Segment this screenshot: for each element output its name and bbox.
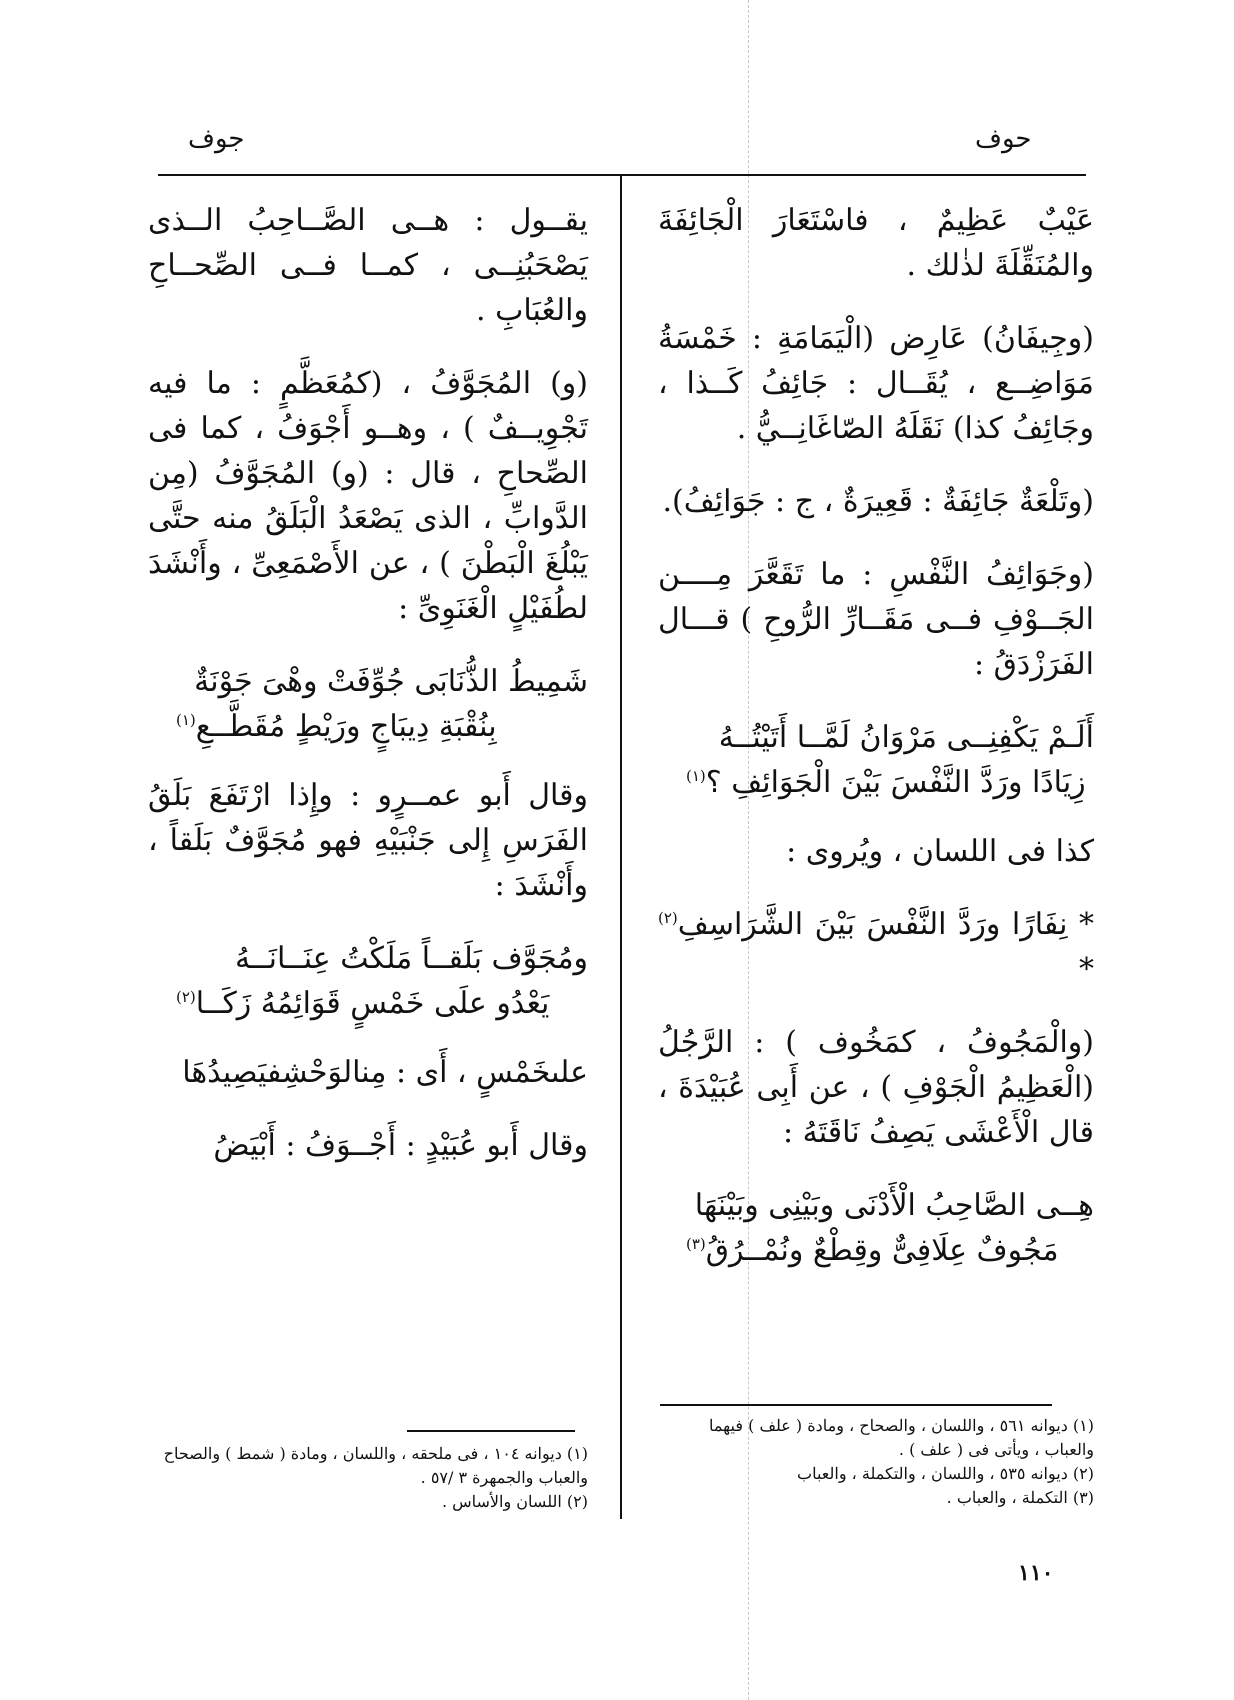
footnote-rule-left xyxy=(407,1430,575,1432)
verse-hemistich-2 xyxy=(658,1228,1094,1273)
left-column xyxy=(148,198,588,1196)
left-para-1: يقــول : هــى الصَّــاحِبُ الــذى يَصْحَبُنِــى ، كمــا فــى الصِّحــاحِ والعُبَابِ . xyxy=(148,203,588,328)
header-right-word: حوف xyxy=(975,124,1032,154)
right-verse-1 xyxy=(658,715,1094,805)
footnote-ref: (٢) xyxy=(658,909,678,927)
verse-hemistich-2 xyxy=(658,760,1094,805)
footnote-rule-right xyxy=(660,1404,1052,1406)
right-verse-2 xyxy=(658,902,1094,992)
verse-text: بِنُقْبَةِ دِيبَاجٍ ورَيْطٍ مُقَطَّــعِ xyxy=(195,709,497,744)
right-column xyxy=(658,198,1094,1297)
footnote-item: (٣) التكملة ، والعباب . xyxy=(946,1488,1094,1507)
verse-hemistich-1: شَمِيطُ الذُّنَابَى جُوِّفَتْ وهْىَ جَوْنَةٌ xyxy=(194,664,588,699)
footnote-ref: (١) xyxy=(176,711,196,729)
left-para-4: علىخَمْسٍ ، أَى : مِنالوَحْشِفيَصِيدُهَا xyxy=(182,1055,588,1090)
footnotes-right xyxy=(664,1414,1094,1510)
verse-text: زِيَادًا ورَدَّ النَّفْسَ بَيْنَ الْجَوَائِفِ ؟ xyxy=(705,765,1086,800)
footnote-ref: (١) xyxy=(686,767,706,785)
page-number: ١١٠ xyxy=(1018,1560,1054,1586)
footnote-ref: (٢) xyxy=(176,988,196,1006)
right-para-6: (والْمَجُوفُ ، كمَخُوف ) : الرَّجُلُ (الْعَظِيمُ الْجَوْفِ ) ، عن أَبِى عُبَيْدَةَ ، قال الْأَعْشَى يَصِفُ نَاقَتَهُ : xyxy=(658,1025,1094,1150)
footnote-item: (٢) اللسان والأساس . xyxy=(441,1492,588,1511)
verse-hemistich-2 xyxy=(148,981,588,1026)
right-para-2: (وجِيفَانُ) عَارِض (الْيَمَامَةِ : خَمْسَةُ مَوَاضِــع ، يُقَــال : جَائِفُ كَــذا ، وجَائِفُ كذا) نَقَلَهُ الصّاغَانِــيُّ . xyxy=(658,321,1094,446)
right-para-1: عَيْبٌ عَظِيمٌ ، فاسْتَعَارَ الْجَائِفَةَ والمُنَقِّلَةَ لذٰلك . xyxy=(658,203,1094,283)
right-verse-3 xyxy=(658,1183,1094,1273)
footnote-item: (٢) ديوانه ٥٣٥ ، واللسان ، والتكملة ، والعباب xyxy=(797,1464,1094,1483)
left-para-5: وقال أَبو عُبَيْدٍ : أَجْــوَفُ : أَبْيَضُ xyxy=(213,1128,588,1163)
verse-end-mark: * xyxy=(1079,952,1094,987)
right-para-5: كذا فى اللسان ، ويُروى : xyxy=(786,834,1094,869)
footnotes-left xyxy=(150,1442,588,1514)
footnote-item: (١) ديوانه ٥٦١ ، واللسان ، والصحاح ، ومادة ( علف ) فيهما والعباب ، ويأتى فى ( علف ) . xyxy=(709,1416,1094,1459)
verse-hemistich-1: أَلَـمْ يَكْفِنِــى مَرْوَانُ لَمَّــا أَتَيْتُــهُ xyxy=(718,720,1094,755)
verse-hemistich-1: ومُجَوَّف بَلَقــاً مَلَكْتُ عِنَــانَــهُ xyxy=(234,941,588,976)
right-para-4: (وجَوَائِفُ النَّفْسِ : ما تَقَعَّرَ مِــــن الجَــوْفِ فــى مَقَــارِّ الرُّوحِ ) قـــال الفَرَزْدَقُ : xyxy=(658,557,1094,682)
header-left-word: جوف xyxy=(188,124,245,154)
verse-text: مَجُوفٌ عِلَافِىٌّ وقِطْعٌ ونُمْــرُقُ xyxy=(705,1233,1059,1268)
footnote-item: (١) ديوانه ١٠٤ ، فى ملحقه ، واللسان ، ومادة ( شمط ) والصحاح والعباب والجمهرة ٣ /٥٧ . xyxy=(163,1444,588,1487)
footnote-ref: (٣) xyxy=(686,1235,706,1253)
verse-hemistich-1: هِــى الصَّاحِبُ الْأَدْنَى وبَيْنِى وبَيْنَهَا xyxy=(694,1188,1094,1223)
header-rule xyxy=(158,174,1086,176)
left-verse-1 xyxy=(148,659,588,749)
verse-text: * نِفَارًا ورَدَّ النَّفْسَ بَيْنَ الشَّرَاسِفِ xyxy=(677,907,1094,942)
verse-hemistich-2 xyxy=(148,704,588,749)
left-para-3: وقال أَبو عمــرٍو : وإِذا ارْتَفَعَ بَلَقُ الفَرَسِ إِلى جَنْبَيْهِ فهو مُجَوَّفٌ بَلَقاً ، وأَنْشَدَ : xyxy=(148,778,588,903)
left-para-2: (و) المُجَوَّفُ ، (كمُعَظَّمٍ : ما فيه تَجْوِيــفٌ ) ، وهــو أَجْوَفُ ، كما فى الصِّحاحِ ، قال : (و) المُجَوَّفُ (مِن الدَّوابِّ ، الذى يَصْعَدُ الْبَلَقُ منه حتَّى يَبْلُغَ الْبَطْنَ ) ، عن الأَصْمَعِىِّ ، وأَنْشَدَ لطُفَيْلٍ الْغَنَوِىِّ : xyxy=(148,366,588,626)
verse-text: يَعْدُو علَى خَمْسٍ قَوَائِمُهُ زَكَــا xyxy=(195,986,550,1021)
column-divider xyxy=(620,174,622,1519)
right-para-3: (وتَلْعَةٌ جَائِفَةٌ : قَعِيرَةٌ ، ج : جَوَائِفُ). xyxy=(662,484,1094,519)
left-verse-2 xyxy=(148,936,588,1026)
